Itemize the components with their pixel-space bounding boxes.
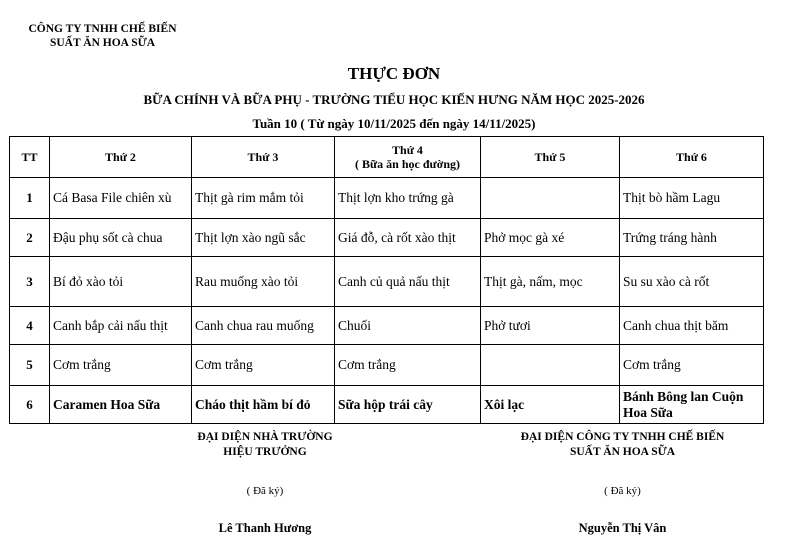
table-cell: Thịt lợn kho trứng gà: [335, 178, 481, 219]
header-thu-5: Thứ 5: [481, 137, 620, 178]
table-cell: Thịt gà, nấm, mọc: [481, 257, 620, 307]
header-thu-4-sub: ( Bữa ăn học đường): [354, 157, 461, 171]
table-cell: Bí đỏ xào tỏi: [50, 257, 192, 307]
table-cell: Rau muống xào tỏi: [192, 257, 335, 307]
menu-table: [9, 136, 764, 424]
company-representative-label: ĐẠI DIỆN CÔNG TY TNHH CHẾ BIẾN: [520, 431, 725, 443]
header-thu-3: Thứ 3: [192, 137, 335, 178]
table-header-row: [10, 137, 764, 178]
table-cell: Canh chua rau muống: [192, 307, 335, 345]
row-number: 3: [10, 257, 50, 307]
row-number: 2: [10, 219, 50, 257]
table-cell: Phở mọc gà xé: [481, 219, 620, 257]
school-signed-note: ( Đã ký): [246, 485, 284, 497]
table-cell: Canh chua thịt băm: [620, 307, 764, 345]
header-thu-6: Thứ 6: [620, 137, 764, 178]
table-row: [10, 178, 764, 219]
table-cell: Chuối: [335, 307, 481, 345]
table-cell: Giá đỗ, cà rốt xào thịt: [335, 219, 481, 257]
table-row: [10, 345, 764, 386]
table-cell: Cháo thịt hầm bí đỏ: [192, 386, 335, 424]
table-cell: Bánh Bông lan Cuộn Hoa Sữa: [620, 386, 764, 424]
company-signer-name: Nguyễn Thị Vân: [578, 521, 667, 535]
menu-subtitle: BỮA CHÍNH VÀ BỮA PHỤ - TRƯỜNG TIỂU HỌC KIẾN HƯNG NĂM HỌC 2025-2026: [143, 92, 645, 107]
table-cell: Cơm trắng: [335, 345, 481, 386]
table-cell: Phở tươi: [481, 307, 620, 345]
table-cell: Su su xào cà rốt: [620, 257, 764, 307]
table-cell: [481, 178, 620, 219]
header-thu-4-label: Thứ 4: [392, 143, 423, 157]
table-cell: Thịt gà rim mắm tỏi: [192, 178, 335, 219]
table-cell: Thịt lợn xào ngũ sắc: [192, 219, 335, 257]
week-range: Tuần 10 ( Từ ngày 10/11/2025 đến ngày 14/11/2025): [252, 116, 536, 131]
company-signature-block: [490, 430, 755, 536]
company-header: [0, 22, 205, 50]
table-cell: Thịt bò hầm Lagu: [620, 178, 764, 219]
school-signer-name: Lê Thanh Hương: [218, 521, 312, 535]
table-row: [10, 219, 764, 257]
table-cell: Trứng tráng hành: [620, 219, 764, 257]
principal-label: HIỆU TRƯỞNG: [223, 446, 307, 458]
table-cell: Đậu phụ sốt cà chua: [50, 219, 192, 257]
table-cell: [481, 345, 620, 386]
company-name-line1: CÔNG TY TNHH CHẾ BIẾN: [28, 23, 177, 35]
row-number: 4: [10, 307, 50, 345]
table-row: [10, 386, 764, 424]
header-tt: TT: [10, 137, 50, 178]
table-cell: Cơm trắng: [50, 345, 192, 386]
table-cell: Canh củ quả nấu thịt: [335, 257, 481, 307]
school-signature-block: [150, 430, 380, 536]
table-cell: Sữa hộp trái cây: [335, 386, 481, 424]
company-name-label: SUẤT ĂN HOA SỮA: [569, 446, 676, 458]
school-representative-label: ĐẠI DIỆN NHÀ TRƯỜNG: [197, 431, 333, 443]
company-signed-note: ( Đã ký): [604, 485, 641, 497]
header-thu-2: Thứ 2: [50, 137, 192, 178]
menu-title: THỰC ĐƠN: [347, 64, 441, 83]
table-cell: Cá Basa File chiên xù: [50, 178, 192, 219]
row-number: 6: [10, 386, 50, 424]
table-cell: Xôi lạc: [481, 386, 620, 424]
table-row: [10, 307, 764, 345]
table-cell: Caramen Hoa Sữa: [50, 386, 192, 424]
table-cell: Cơm trắng: [192, 345, 335, 386]
company-name-line2: SUẤT ĂN HOA SỮA: [49, 37, 156, 49]
row-number: 5: [10, 345, 50, 386]
row-number: 1: [10, 178, 50, 219]
header-thu-4: [335, 137, 481, 178]
table-cell: Cơm trắng: [620, 345, 764, 386]
table-row: [10, 257, 764, 307]
table-cell: Canh bắp cải nấu thịt: [50, 307, 192, 345]
